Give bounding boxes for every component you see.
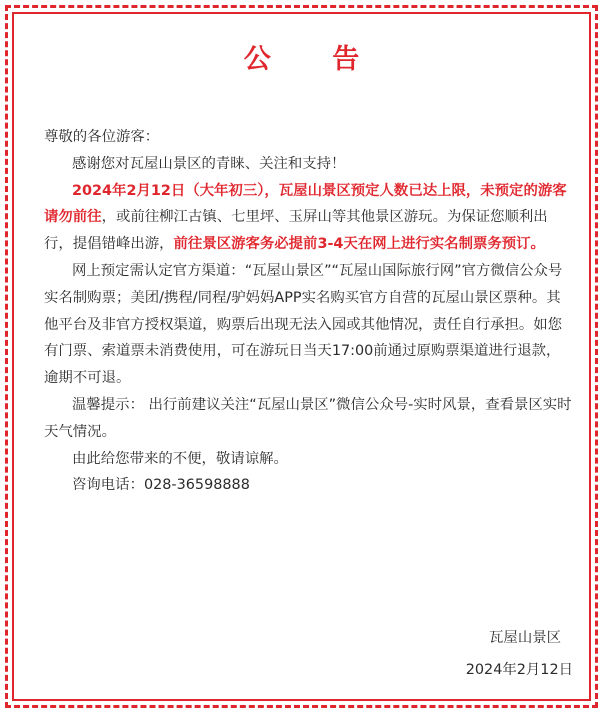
capacity-normal-text: ，或前往柳江古镇、七里坪、玉屏山等其他景区游玩。为保证您顺利出行，提倡错峰出游， <box>44 209 548 253</box>
signature-organization: 瓦屋山景区 <box>489 630 561 646</box>
official-channels-paragraph: 网上预定需认定官方渠道：“瓦屋山景区”“瓦屋山国际旅行网”官方微信公众号实名制购票；美团/携程/同程/驴妈妈APP实名购买官方自营的瓦屋山景区票种。其他平台及非官方授权渠道，购票后出现无法入园或其他情况，责任自行承担。如您有门票、索道票未消费使用，可在游玩日当天17:00前通过原购票渠道进行退款，逾期不可退。 <box>44 262 563 387</box>
notice-title: 公 告 <box>243 44 386 75</box>
capacity-paragraph <box>44 178 574 258</box>
thanks-paragraph: 感谢您对瓦屋山景区的青睐、关注和支持！ <box>72 155 346 172</box>
signature-date: 2024年2月12日 <box>465 662 573 678</box>
greeting-line: 尊敬的各位游客： <box>44 129 160 145</box>
apology-line: 由此给您带来的不便，敬请谅解。 <box>72 450 288 467</box>
hotline-line: 咨询电话：028-36598888 <box>72 477 250 494</box>
tips-paragraph: 温馨提示： 出行前建议关注“瓦屋山景区”微信公众号-实时风景，查看景区实时天气情况。 <box>44 396 572 440</box>
capacity-alert-text: 2024年2月12日（大年初三），瓦屋山景区预定人数已达上限，未预定的游客请勿前往 <box>44 182 567 226</box>
notice-body <box>44 124 574 499</box>
booking-requirement-text: 前往景区游客务必提前3-4天在网上进行实名制票务预订。 <box>173 236 545 253</box>
